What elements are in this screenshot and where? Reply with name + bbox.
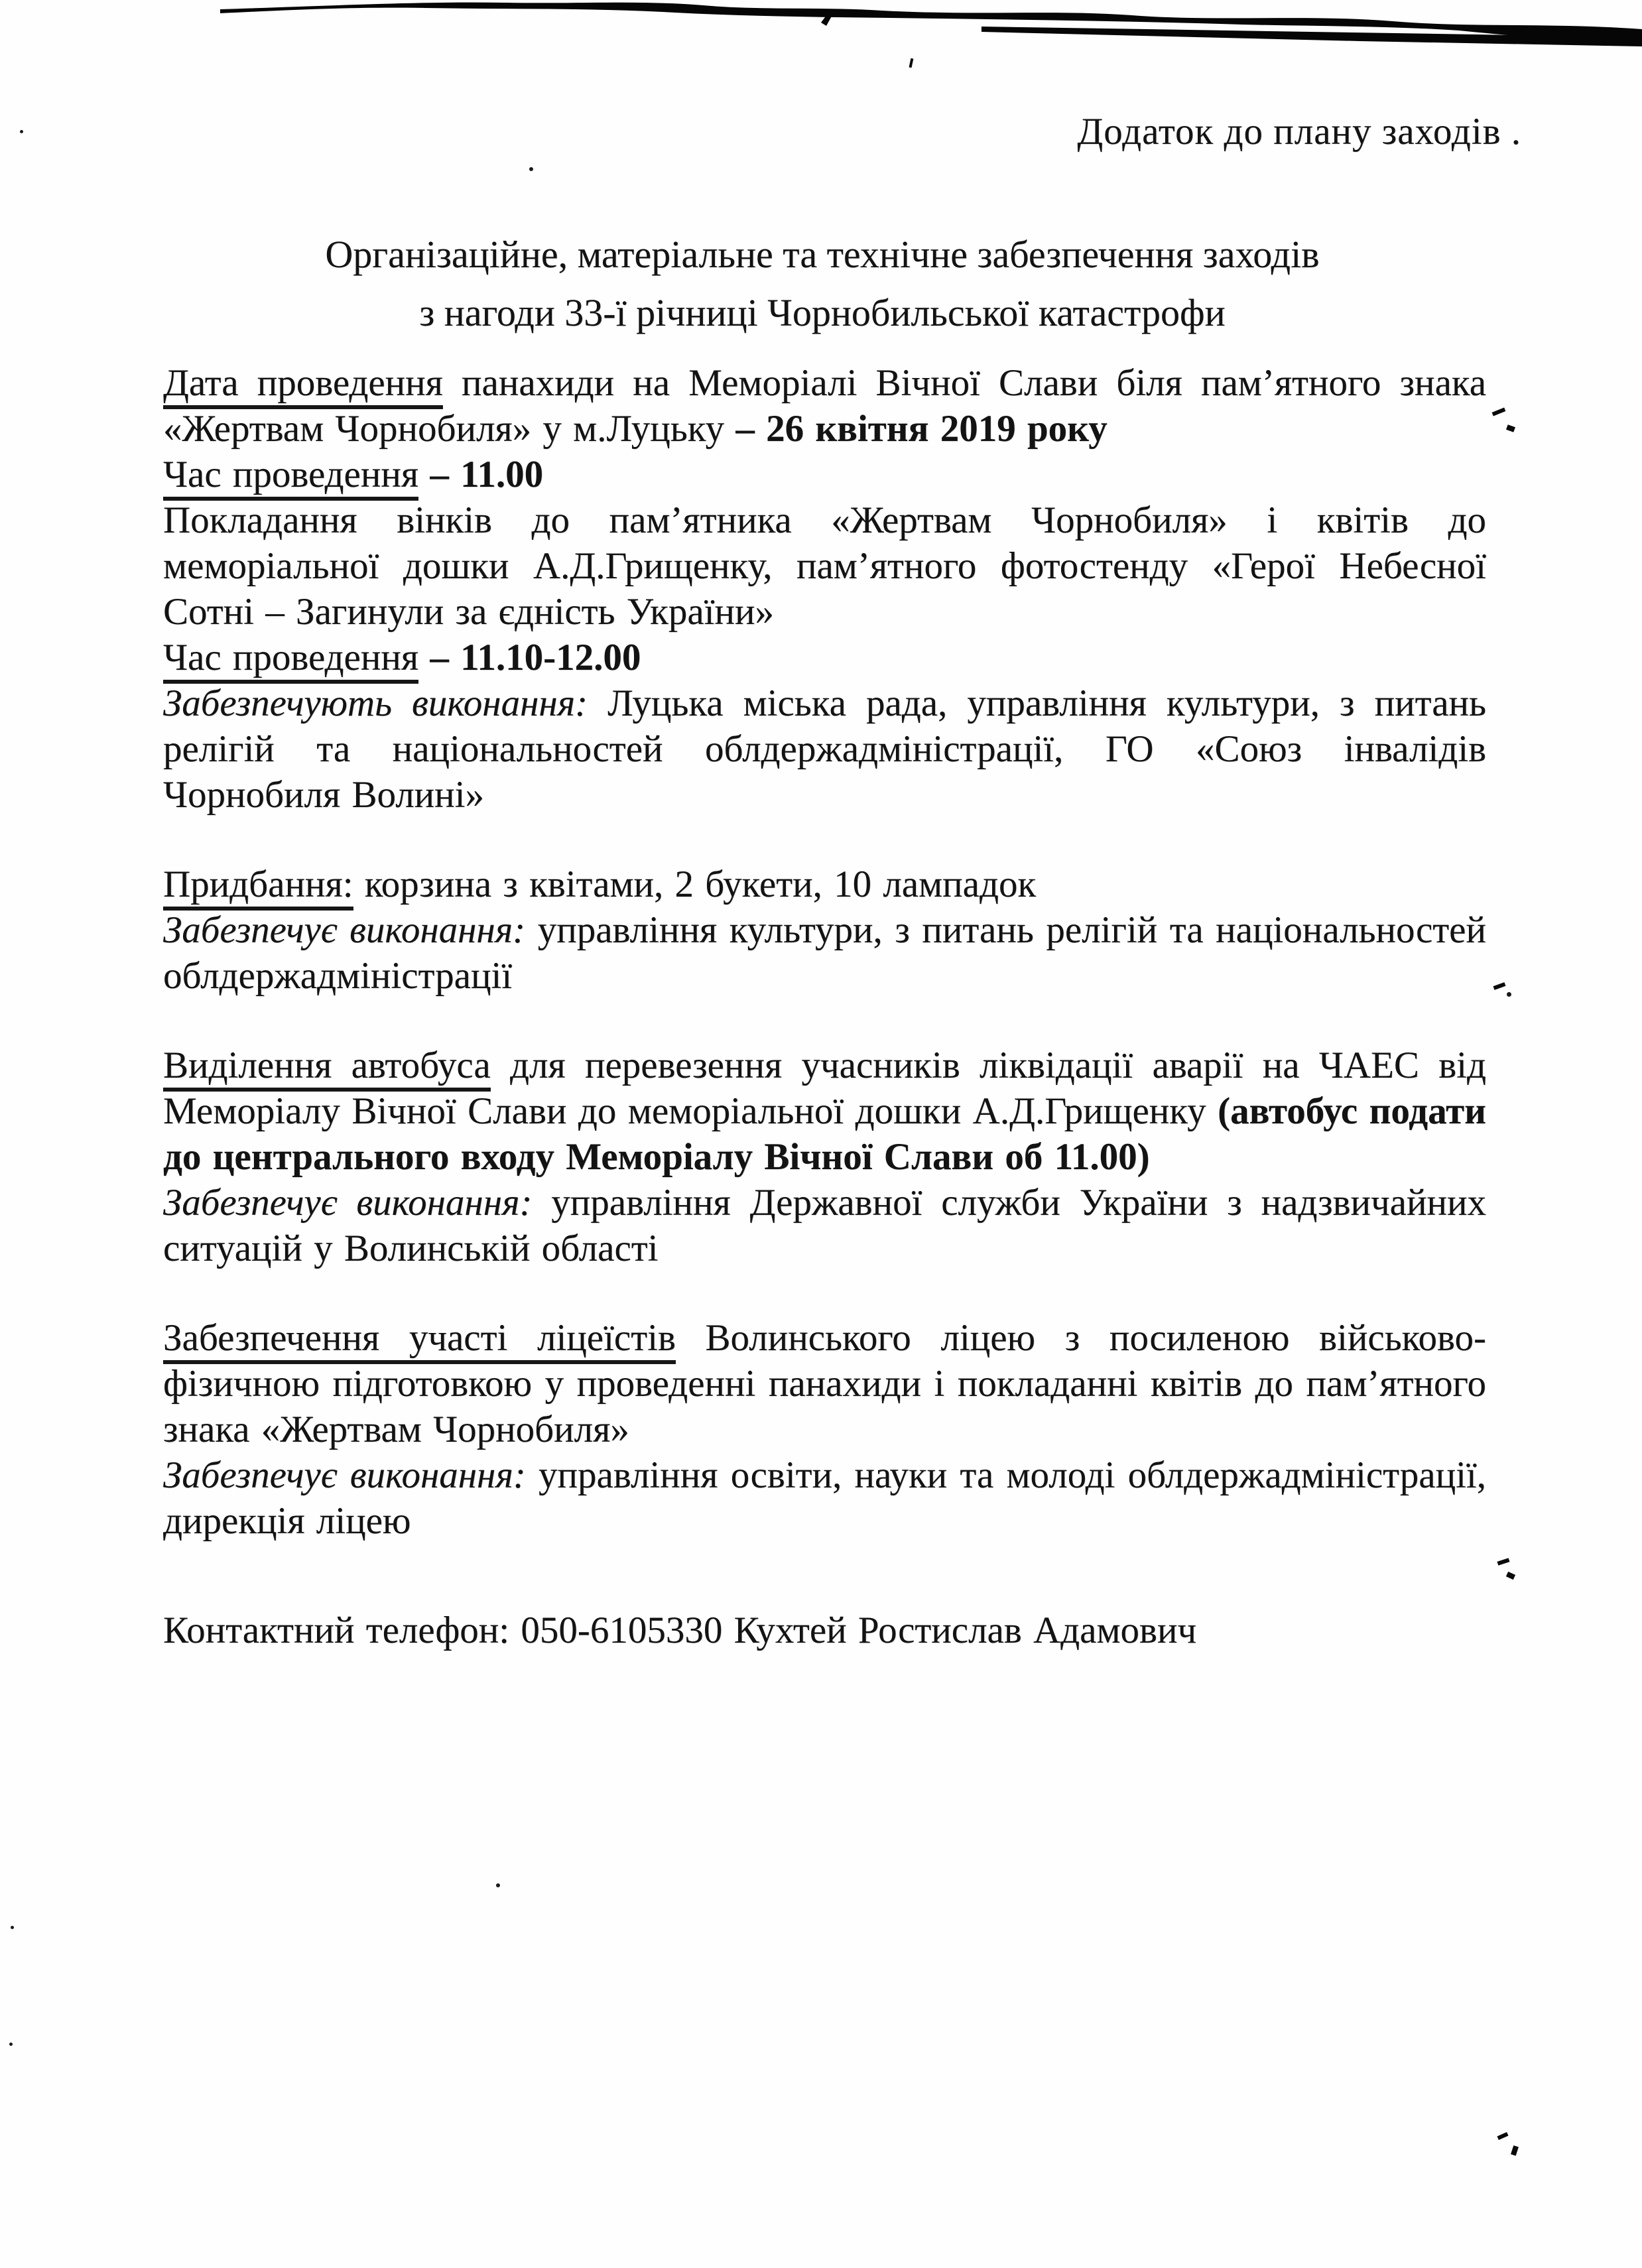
- responsible-1: [163, 680, 1486, 818]
- text-run: Час проведення: [163, 637, 418, 684]
- scan-speck: [1493, 982, 1506, 990]
- text-run: Забезпечення участі ліцеїстів: [163, 1317, 676, 1364]
- annex-note: Додаток до плану заходів .: [1077, 111, 1521, 153]
- time-line-2: [163, 635, 1486, 680]
- scan-speck: [1497, 2132, 1508, 2140]
- scan-speck: [496, 1883, 500, 1887]
- title-line-2: з нагоди 33-ї річниці Чорнобильської катастрофи: [419, 291, 1226, 334]
- responsible-3: [163, 1180, 1486, 1271]
- scan-speck: [1506, 424, 1515, 432]
- text-run: – 26 квітня 2019 року: [735, 408, 1107, 450]
- lyceum-participation: [163, 1315, 1486, 1452]
- responsible-4: [163, 1452, 1486, 1544]
- text-run: корзина з квітами, 2 букети, 10 лампадок: [353, 863, 1037, 905]
- date-line: [163, 360, 1486, 452]
- text-run: [418, 454, 430, 495]
- text-run: Забезпечує виконання:: [163, 909, 526, 951]
- text-run: Контактний телефон: 050-6105330 Кухтей Ростислав Адамович: [163, 1609, 1197, 1651]
- scan-speck: [1506, 1572, 1515, 1580]
- text-run: Забезпечує виконання:: [163, 1182, 533, 1224]
- text-run: Придбання:: [163, 863, 353, 911]
- text-run: управління освіти, науки та молоді облдержадміністрації, дирекція ліцею: [163, 1454, 1486, 1542]
- text-run: Луцька міська рада, управління культури, з питань релігій та національностей облдержадміністрації, ГО «Союз інвалідів Чорнобиля Волині»: [163, 682, 1486, 816]
- scan-speck: [1497, 1558, 1510, 1565]
- scan-artifact-top-edge: [0, 0, 1642, 60]
- text-run: Дата проведення: [163, 362, 443, 409]
- contact-line: [163, 1607, 1486, 1653]
- bus-allocation: [163, 1042, 1486, 1180]
- text-run: Забезпечує виконання:: [163, 1454, 526, 1496]
- text-run: панахиди на Меморіалі Вічної Слави біля пам’ятного знака «Жертвам Чорнобиля» у м.Луцьку: [163, 362, 1486, 450]
- text-run: (автобус подати до центрального входу Меморіалу Вічної Слави об 11.00): [163, 1090, 1486, 1178]
- scan-speck: [20, 130, 23, 133]
- scan-speck: [1511, 2145, 1519, 2156]
- text-run: управління культури, з питань релігій та національностей облдержадміністрації: [163, 909, 1486, 997]
- time-line-1: [163, 452, 1486, 497]
- scan-speck: [1492, 407, 1506, 416]
- text-run: для перевезення учасників ліквідації аварії на ЧАЕС від Меморіалу Вічної Слави до меморіальної дошки А.Д.Грищенку: [163, 1044, 1486, 1132]
- text-run: управління Державної служби України з надзвичайних ситуацій у Волинській області: [163, 1182, 1486, 1269]
- text-run: Виділення автобуса: [163, 1044, 491, 1092]
- text-run: Покладання вінків до пам’ятника «Жертвам Чорнобиля» і квітів до меморіальної дошки А.Д.Грищенку, пам’ятного фотостенду «Герої Небесної Сотні – Загинули за єдність України»: [163, 499, 1486, 633]
- responsible-2: [163, 907, 1486, 999]
- scan-speck: [9, 2043, 13, 2046]
- text-run: Час проведення: [163, 454, 418, 501]
- text-run: – 11.10-12.00: [430, 637, 641, 678]
- text-run: Забезпечують виконання:: [163, 682, 588, 724]
- document-title: [159, 225, 1485, 342]
- title-line-1: Організаційне, матеріальне та технічне забезпечення заходів: [325, 233, 1320, 276]
- text-run: [418, 637, 430, 678]
- scan-speck: [11, 1926, 14, 1929]
- text-run: Волинського ліцею з посиленою військово-фізичною підготовкою у проведенні панахиди і покладанні квітів до пам’ятного знака «Жертвам Чорнобиля»: [163, 1317, 1486, 1450]
- scan-speck: [529, 167, 533, 171]
- procurement: [163, 861, 1486, 907]
- scan-speck: [1507, 992, 1511, 997]
- document-body: [163, 360, 1486, 1653]
- text-run: – 11.00: [430, 454, 544, 495]
- wreath-laying: [163, 497, 1486, 635]
